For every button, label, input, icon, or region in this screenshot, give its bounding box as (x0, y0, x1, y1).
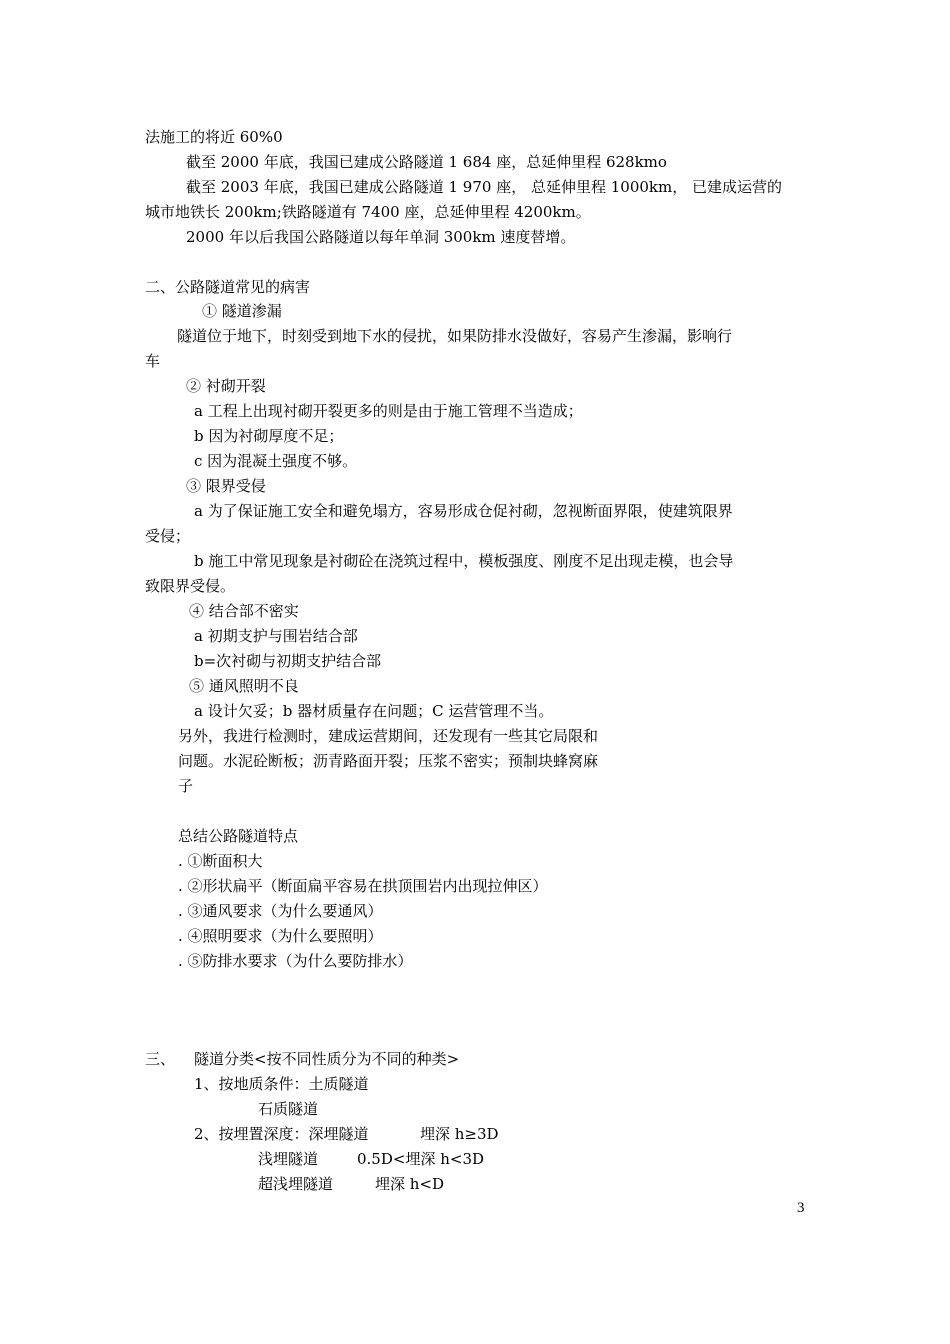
list-subitem: b 因为衬砌厚度不足； (194, 427, 344, 445)
list-subitem: 受侵； (145, 527, 191, 545)
summary-item: . ③通风要求（为什么要通风） (178, 902, 383, 920)
list-item-title: ④ 结合部不密实 (189, 602, 299, 620)
section-heading: 二、公路隧道常见的病害 (145, 278, 311, 296)
list-item-title: ① 隧道渗漏 (202, 302, 282, 320)
list-item-title: ⑤ 通风照明不良 (189, 677, 299, 695)
list-subitem: a 工程上出现衬砌开裂更多的则是由于施工管理不当造成； (194, 402, 583, 420)
paragraph-line: 截至 2000 年底，我国已建成公路隧道 1 684 座，总延伸里程 628kmo (186, 153, 667, 171)
list-subitem: a 初期支护与围岩结合部 (194, 627, 358, 645)
list-item-title: ③ 限界受侵 (186, 477, 266, 495)
paragraph-line: 问题。水泥砼断板；沥青路面开裂；压浆不密实；预制块蜂窝麻 (178, 752, 599, 770)
classification-item: 2、按埋置深度：深埋隧道 (194, 1125, 369, 1143)
list-subitem: 致限界受侵。 (145, 577, 236, 595)
summary-item: . ①断面积大 (178, 852, 263, 870)
paragraph-line: 2000 年以后我国公路隧道以每年单洞 300km 速度替增。 (186, 228, 576, 246)
classification-condition: 0.5D<埋深 h<3D (357, 1150, 485, 1168)
list-subitem: b=次衬砌与初期支护结合部 (194, 652, 382, 670)
paragraph-line: 法施工的将近 60%0 (145, 128, 283, 146)
classification-item: 石质隧道 (258, 1100, 319, 1118)
list-subitem: c 因为混凝土强度不够。 (194, 452, 358, 470)
page-number: 3 (797, 1200, 805, 1216)
list-subitem: a 设计欠妥；b 器材质量存在问题；C 运营管理不当。 (194, 702, 554, 720)
classification-item: 1、按地质条件：土质隧道 (194, 1075, 369, 1093)
paragraph-line: 子 (178, 777, 194, 795)
classification-condition: 埋深 h<D (375, 1175, 445, 1193)
section-heading: 隧道分类<按不同性质分为不同的种类> (194, 1050, 460, 1068)
list-subitem: b 施工中常见现象是衬砌砼在浇筑过程中，模板强度、刚度不足出现走模，也会导 (194, 552, 734, 570)
list-subitem: a 为了保证施工安全和避免塌方，容易形成仓促衬砌，忽视断面界限，使建筑限界 (194, 502, 733, 520)
paragraph-line: 车 (145, 352, 161, 370)
summary-heading: 总结公路隧道特点 (178, 827, 299, 845)
paragraph-line: 另外，我进行检测时，建成运营期间，还发现有一些其它局限和 (178, 727, 599, 745)
paragraph-line: 截至 2003 年底，我国已建成公路隧道 1 970 座， 总延伸里程 1000km， 已建成运营的 (186, 178, 782, 196)
paragraph-line: 隧道位于地下，时刻受到地下水的侵扰，如果防排水没做好，容易产生渗漏，影响行 (177, 327, 733, 345)
classification-condition: 埋深 h≥3D (420, 1125, 499, 1143)
summary-item: . ⑤防排水要求（为什么要防排水） (178, 952, 413, 970)
summary-item: . ②形状扁平（断面扁平容易在拱顶围岩内出现拉伸区） (178, 877, 548, 895)
list-item-title: ② 衬砌开裂 (186, 377, 266, 395)
section-number: 三、 (145, 1050, 176, 1068)
classification-item: 浅埋隧道 (258, 1150, 319, 1168)
paragraph-line: 城市地铁长 200km;铁路隧道有 7400 座，总延伸里程 4200km。 (145, 203, 591, 221)
classification-item: 超浅埋隧道 (258, 1175, 334, 1193)
summary-item: . ④照明要求（为什么要照明） (178, 927, 383, 945)
